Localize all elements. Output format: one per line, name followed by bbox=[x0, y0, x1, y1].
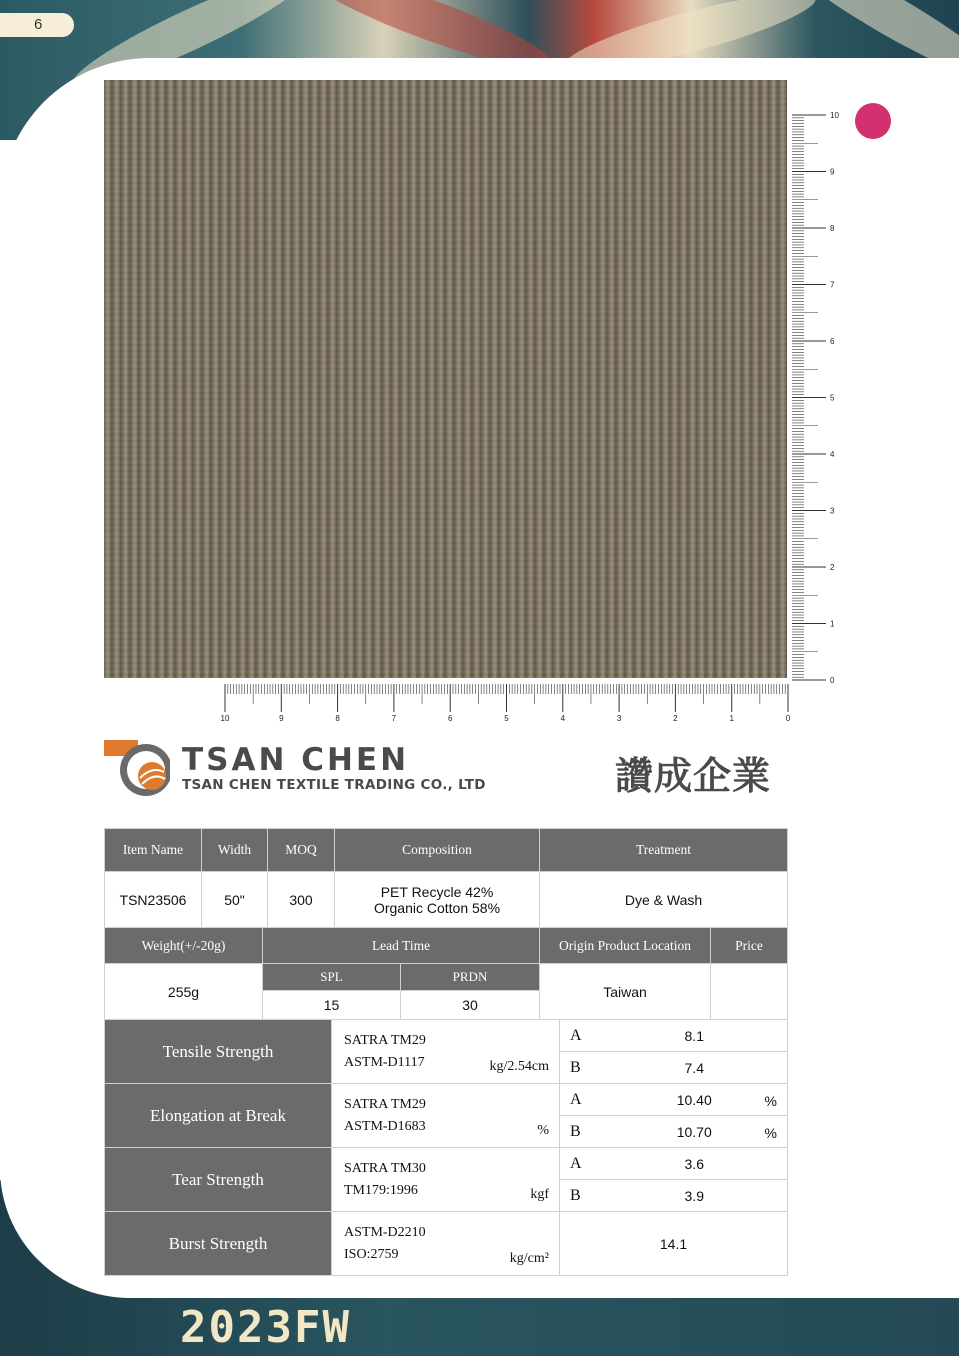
prdn-value: 30 bbox=[401, 991, 540, 1020]
test-unit: kg/cm² bbox=[509, 1251, 549, 1266]
direction-label: A bbox=[560, 1020, 602, 1052]
header-spl: SPL bbox=[263, 964, 401, 991]
test-value bbox=[602, 1148, 788, 1180]
test-value bbox=[602, 1052, 788, 1084]
direction-label: B bbox=[560, 1116, 602, 1148]
value-text: 10.70 bbox=[676, 1123, 712, 1140]
header-moq: MOQ bbox=[268, 829, 335, 872]
ruler-tick-label: 5 bbox=[830, 393, 835, 403]
composition-line: Organic Cotton 58% bbox=[373, 899, 501, 916]
ruler-tick-label: 6 bbox=[830, 337, 835, 346]
test-name: Tear Strength bbox=[105, 1148, 332, 1212]
header-weight: Weight(+/-20g) bbox=[105, 928, 263, 964]
direction-label: B bbox=[560, 1052, 602, 1084]
ruler-tick-label: 5 bbox=[504, 714, 509, 723]
header-composition: Composition bbox=[335, 829, 540, 872]
standard-line: SATRA TM29 bbox=[344, 1096, 426, 1112]
color-dot bbox=[855, 103, 891, 139]
ruler-tick-label: 10 bbox=[830, 111, 839, 120]
test-unit: kg/2.54cm bbox=[489, 1059, 549, 1074]
header-lead-time: Lead Time bbox=[263, 928, 540, 964]
test-value bbox=[602, 1116, 788, 1148]
value-unit: % bbox=[764, 1092, 777, 1109]
ruler-tick-label: 8 bbox=[335, 714, 340, 723]
ruler-tick-label: 2 bbox=[830, 563, 835, 572]
weight-value: 255g bbox=[105, 964, 263, 1020]
ruler-tick-label: 8 bbox=[830, 224, 835, 233]
test-value bbox=[602, 1180, 788, 1212]
tsan-chen-logo-icon bbox=[104, 738, 170, 798]
value-text: 7.4 bbox=[684, 1059, 704, 1076]
standard-line: TM179:1996 bbox=[344, 1182, 418, 1198]
value-text: 3.6 bbox=[684, 1155, 704, 1172]
header-origin: Origin Product Location bbox=[540, 928, 711, 964]
test-value bbox=[602, 1084, 788, 1116]
ruler-tick-label: 10 bbox=[220, 714, 230, 723]
ruler-tick-label: 9 bbox=[830, 167, 835, 177]
ruler-tick-label: 3 bbox=[616, 714, 622, 723]
width-value: 50" bbox=[202, 872, 268, 928]
test-standard bbox=[332, 1148, 560, 1212]
ruler-tick-label: 7 bbox=[830, 280, 835, 290]
test-standard bbox=[332, 1212, 560, 1276]
test-standard bbox=[332, 1020, 560, 1084]
ruler-tick-label: 0 bbox=[785, 714, 791, 723]
standard-line: SATRA TM30 bbox=[344, 1160, 426, 1176]
standard-line: ASTM-D2210 bbox=[344, 1224, 426, 1240]
composition-value bbox=[335, 872, 540, 928]
ruler-tick-label: 9 bbox=[279, 714, 284, 723]
spl-value: 15 bbox=[263, 991, 401, 1020]
page-number: 6 bbox=[0, 13, 74, 37]
test-standard bbox=[332, 1084, 560, 1148]
direction-label: B bbox=[560, 1180, 602, 1212]
direction-label: A bbox=[560, 1148, 602, 1180]
vertical-ruler bbox=[790, 110, 850, 685]
brand-name: TSAN CHEN bbox=[182, 742, 410, 778]
test-value: 14.1 bbox=[560, 1212, 788, 1276]
standard-line: ISO:2759 bbox=[344, 1246, 399, 1262]
item-name-value: TSN23506 bbox=[105, 872, 202, 928]
test-unit: kgf bbox=[530, 1187, 549, 1202]
origin-value: Taiwan bbox=[540, 964, 711, 1020]
test-name: Elongation at Break bbox=[105, 1084, 332, 1148]
test-name: Tensile Strength bbox=[105, 1020, 332, 1084]
header-price: Price bbox=[711, 928, 788, 964]
value-unit: % bbox=[764, 1124, 777, 1141]
season-mark: 2023FW bbox=[180, 1302, 351, 1353]
moq-value: 300 bbox=[268, 872, 335, 928]
ruler-tick-label: 3 bbox=[830, 506, 835, 516]
header-width: Width bbox=[202, 829, 268, 872]
ruler-tick-label: 4 bbox=[560, 714, 566, 723]
value-text: 3.9 bbox=[684, 1187, 704, 1204]
test-name: Burst Strength bbox=[105, 1212, 332, 1276]
test-unit: % bbox=[537, 1123, 549, 1138]
logistics-table bbox=[104, 927, 788, 1020]
ruler-tick-label: 0 bbox=[830, 676, 835, 685]
ruler-tick-label: 4 bbox=[830, 450, 835, 459]
standard-line: SATRA TM29 bbox=[344, 1032, 426, 1048]
spec-table bbox=[104, 828, 788, 928]
header-treatment: Treatment bbox=[540, 829, 788, 872]
horizontal-ruler bbox=[220, 682, 795, 724]
ruler-tick-label: 1 bbox=[729, 714, 734, 723]
value-text: 8.1 bbox=[684, 1027, 704, 1044]
price-value bbox=[711, 964, 788, 1020]
standard-line: ASTM-D1683 bbox=[344, 1118, 426, 1134]
direction-label: A bbox=[560, 1084, 602, 1116]
ruler-tick-label: 2 bbox=[673, 714, 678, 723]
ruler-tick-label: 7 bbox=[391, 714, 397, 723]
value-text: 10.40 bbox=[676, 1091, 712, 1108]
ruler-tick-label: 1 bbox=[830, 619, 835, 629]
brand-subtitle: TSAN CHEN TEXTILE TRADING CO., LTD bbox=[182, 777, 486, 793]
test-results-table bbox=[104, 1019, 788, 1276]
test-value bbox=[602, 1020, 788, 1052]
header-prdn: PRDN bbox=[401, 964, 540, 991]
ruler-tick-label: 6 bbox=[447, 714, 453, 723]
standard-line: ASTM-D1117 bbox=[344, 1054, 425, 1070]
treatment-value: Dye & Wash bbox=[540, 872, 788, 928]
brand-chinese-name: 讚成企業 bbox=[615, 754, 772, 798]
composition-line: PET Recycle 42% bbox=[380, 883, 494, 900]
fabric-swatch-image bbox=[104, 80, 787, 678]
header-item-name: Item Name bbox=[105, 829, 202, 872]
